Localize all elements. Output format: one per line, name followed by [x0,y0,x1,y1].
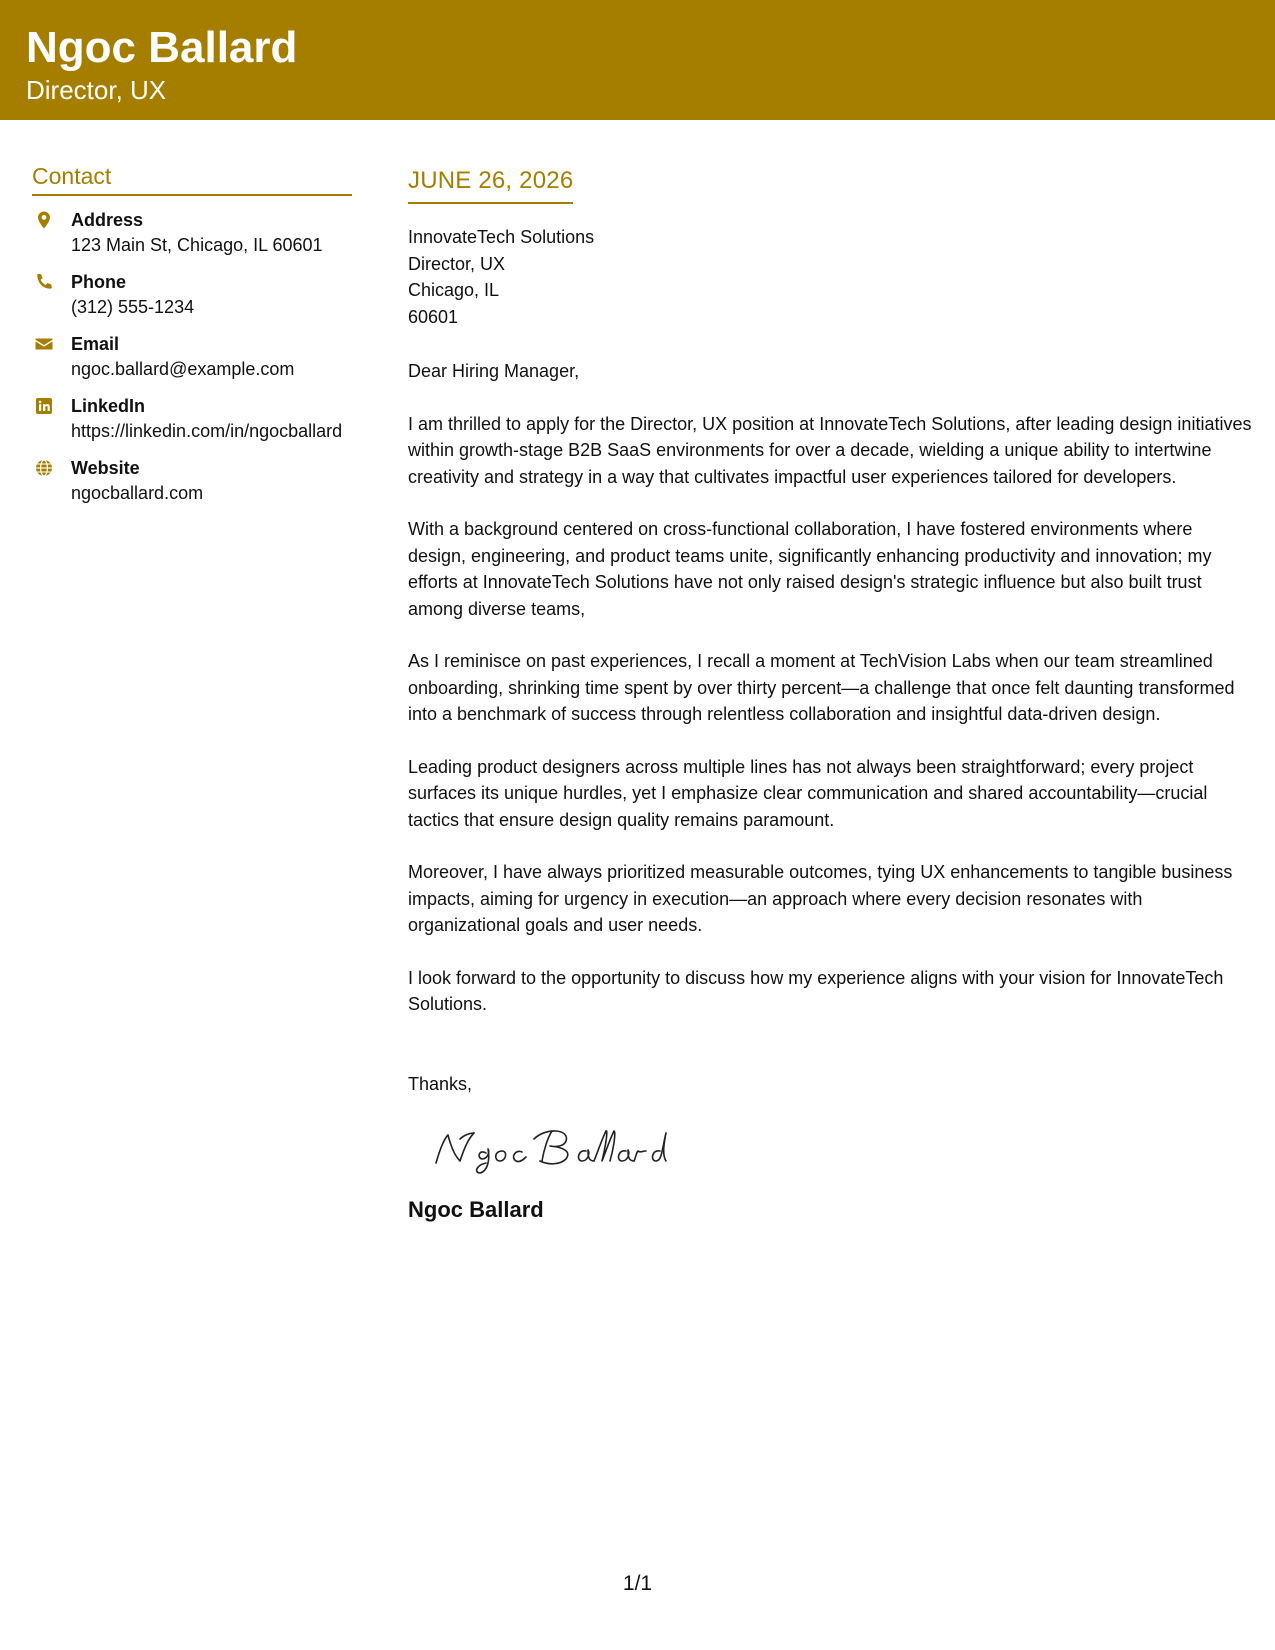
salutation: Dear Hiring Manager, [408,361,580,381]
closing: Thanks, [408,1073,473,1094]
globe-icon [34,458,54,478]
letter-paragraph: I look forward to the opportunity to discuss how my experience aligns with your vision for InnovateTech Solutions. [408,967,1224,1014]
contact-list [32,208,352,506]
page-number: 1/1 [622,1572,653,1595]
letter-date: JUNE 26, 2026 [408,164,573,204]
linkedin-icon [34,396,54,416]
contact-heading: Contact [32,160,352,196]
contact-label-address: Address [71,210,144,230]
letter-paragraph: Leading product designers across multiple lines has not always been straightforward; every project surfaces its unique hurdles, yet I emphasize clear communication and shared accountability—crucial tactics that ensure design quality remains paramount. [408,756,1208,830]
applicant-title: Director, UX [26,75,167,105]
contact-label-website: Website [71,458,140,478]
contact-value-phone: (312) 555-1234 [71,297,195,317]
contact-sidebar [32,160,352,518]
contact-value-website[interactable]: ngocballard.com [71,483,204,503]
signer-name: Ngoc Ballard [408,1197,544,1222]
phone-icon [34,272,54,292]
envelope-icon [34,334,54,354]
contact-item-address [32,208,352,258]
recipient-position: Director, UX [408,253,506,274]
applicant-name: Ngoc Ballard [26,23,298,72]
recipient-zip: 60601 [408,306,459,327]
contact-item-linkedin [32,394,352,444]
letter-paragraph: Moreover, I have always prioritized measurable outcomes, tying UX enhancements to tangible business impacts, aiming for urgency in execution—an approach where every decision resonates with organizational goals and user needs. [408,862,1233,935]
contact-item-email [32,332,352,382]
contact-value-email[interactable]: ngoc.ballard@example.com [71,359,295,379]
handwritten-signature [430,1119,670,1179]
contact-label-email: Email [71,334,120,354]
recipient-company: InnovateTech Solutions [408,227,595,247]
recipient-block [408,224,1253,330]
contact-item-website [32,456,352,506]
contact-item-phone [32,270,352,320]
map-pin-icon [34,210,54,230]
letter-paragraph: As I reminisce on past experiences, I recall a moment at TechVision Labs when our team streamlined onboarding, shrinking time spent by over thirty percent—a challenge that once felt daunting transformed into a benchmark of success through relentless collaboration and insightful data-driven design. [408,651,1235,724]
contact-value-address: 123 Main St, Chicago, IL 60601 [71,235,323,255]
header-banner [0,0,1275,120]
contact-label-phone: Phone [71,272,127,292]
contact-value-linkedin[interactable]: https://linkedin.com/in/ngocballard [71,421,343,441]
letter-paragraph: I am thrilled to apply for the Director, UX position at InnovateTech Solutions, after leading design initiatives within growth-stage B2B SaaS environments for over a decade, wielding a unique ability to intertwine creativity and strategy in a way that cultivates impactful user experiences tailored for developers. [408,413,1252,487]
letter-paragraph: With a background centered on cross-functional collaboration, I have fostered environments where design, engineering, and product teams unite, significantly enhancing productivity and innovation; my efforts at InnovateTech Solutions have not only raised design's strategic influence but also built trust among diverse teams, [408,519,1212,619]
letter-body [408,164,1253,1225]
contact-label-linkedin: LinkedIn [71,396,146,416]
recipient-city: Chicago, IL [408,280,500,300]
